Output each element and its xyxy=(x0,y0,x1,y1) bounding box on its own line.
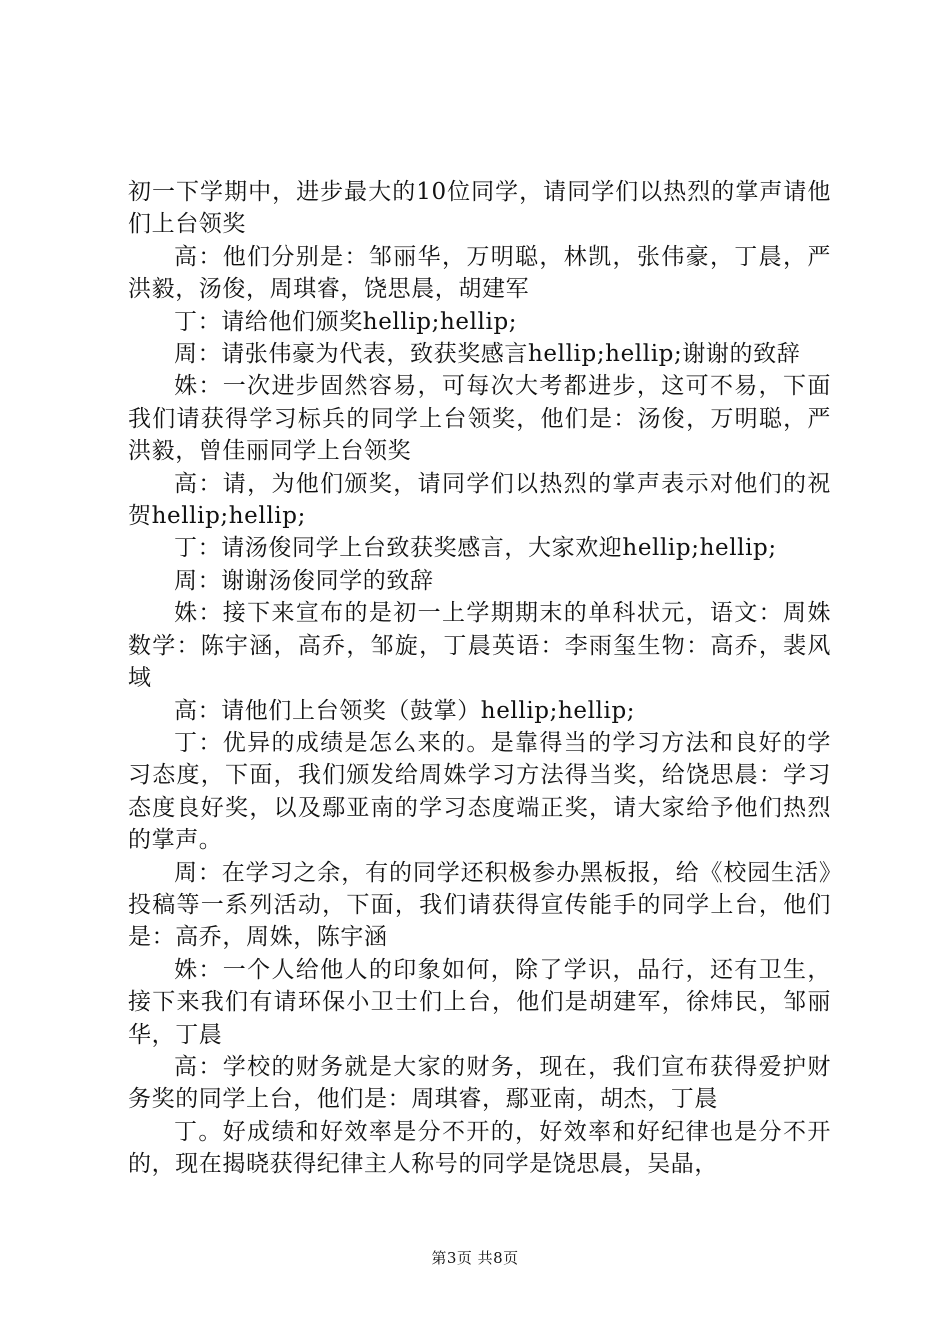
paragraph-11: 丁：优异的成绩是怎么来的。是靠得当的学习方法和良好的学习态度，下面，我们颁发给周姝学习方法得当奖，给饶思晨：学习态度良好奖，以及鄢亚南的学习态度端正奖，请大家给予他们热烈的掌声。 xyxy=(128,729,831,854)
paragraph-4: 周：请张伟豪为代表，致获奖感言hellip;hellip;谢谢的致辞 xyxy=(174,341,801,368)
paragraph-6: 高：请，为他们颁奖，请同学们以热烈的掌声表示对他们的祝贺hellip;hellip; xyxy=(128,470,831,530)
paragraph-12: 周：在学习之余，有的同学还积极参办黑板报，给《校园生活》投稿等一系列活动，下面，我们请获得宣传能手的同学上台，他们是：高乔，周姝，陈宇涵 xyxy=(128,859,831,951)
paragraph-2: 高：他们分别是：邹丽华，万明聪，林凯，张伟豪，丁晨，严洪毅，汤俊，周琪睿，饶思晨，胡建军 xyxy=(128,243,831,303)
paragraph-9: 姝：接下来宣布的是初一上学期期末的单科状元，语文：周姝数学：陈宇涵，高乔，邹旋，丁晨英语：李雨玺生物：高乔，裴风域 xyxy=(128,600,831,692)
paragraph-8: 周：谢谢汤俊同学的致辞 xyxy=(174,567,434,594)
paragraph-15: 丁。好成绩和好效率是分不开的，好效率和好纪律也是分不开的，现在揭晓获得纪律主人称号的同学是饶思晨，吴晶， xyxy=(128,1118,831,1178)
paragraph-7: 丁：请汤俊同学上台致获奖感言，大家欢迎hellip;hellip; xyxy=(174,535,777,562)
paragraph-1: 初一下学期中，进步最大的10位同学，请同学们以热烈的掌声请他们上台领奖 xyxy=(128,179,831,238)
paragraph-14: 高：学校的财务就是大家的财务，现在，我们宣布获得爱护财务奖的同学上台，他们是：周琪睿，鄢亚南，胡杰，丁晨 xyxy=(128,1053,831,1113)
paragraph-5: 姝：一次进步固然容易，可每次大考都进步，这可不易，下面我们请获得学习标兵的同学上台领奖，他们是：汤俊，万明聪，严洪毅，曾佳丽同学上台领奖 xyxy=(128,373,831,465)
body-text xyxy=(128,176,831,1181)
paragraph-3: 丁：请给他们颁奖hellip;hellip; xyxy=(174,308,518,335)
page-number-footer: 第3页 共8页 xyxy=(431,1249,519,1267)
paragraph-10: 高：请他们上台领奖（鼓掌）hellip;hellip; xyxy=(174,697,636,724)
paragraph-13: 姝：一个人给他人的印象如何，除了学识，品行，还有卫生，接下来我们有请环保小卫士们上台，他们是胡建军，徐炜民，邹丽华，丁晨 xyxy=(128,956,831,1048)
